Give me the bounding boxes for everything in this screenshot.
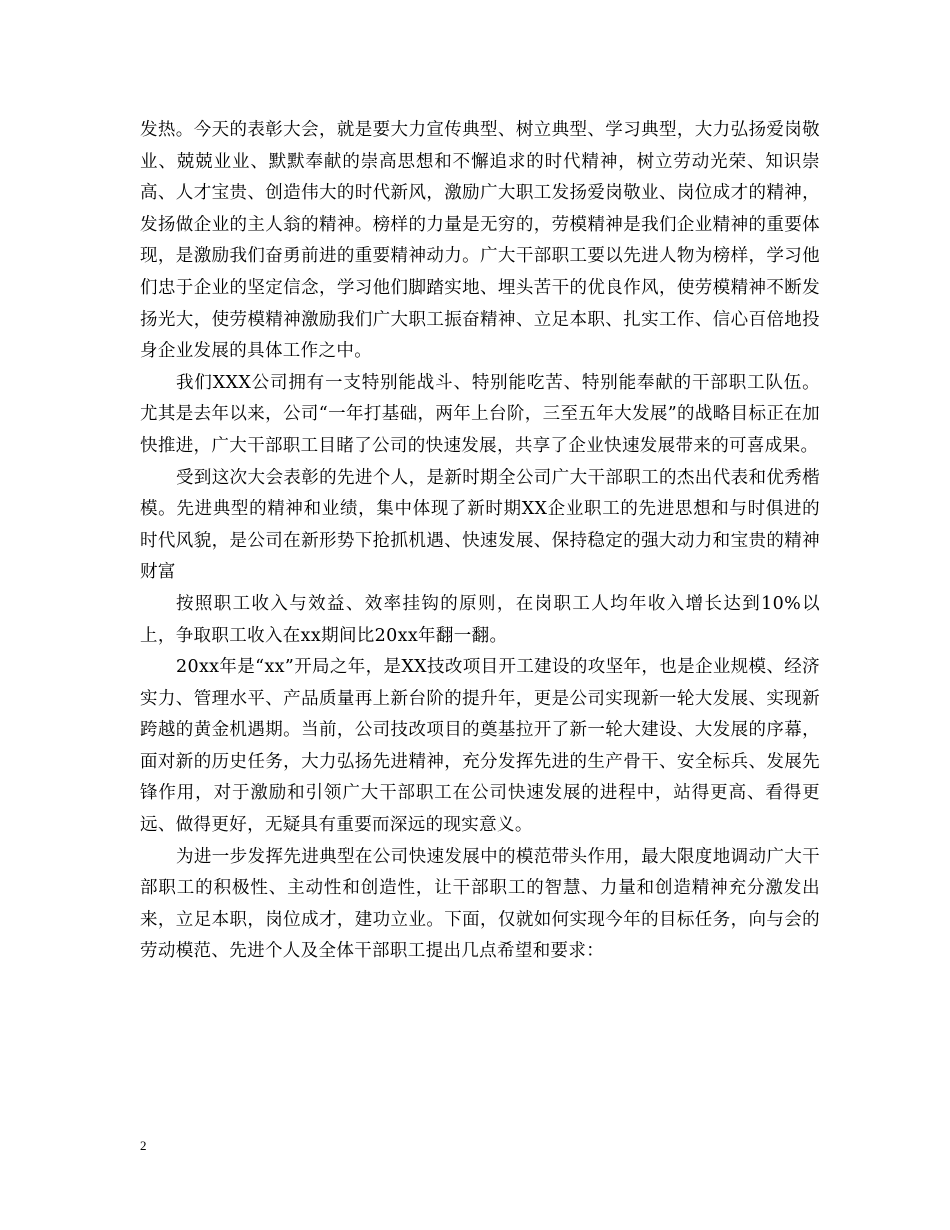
page-number: 2: [140, 1138, 147, 1153]
body-text: [140, 115, 820, 968]
paragraph-1: 发热。今天的表彰大会，就是要大力宣传典型、树立典型、学习典型，大力弘扬爱岗敬业、兢兢业业、默默奉献的崇高思想和不懈追求的时代精神，树立劳动光荣、知识崇高、人才宝贵、创造伟大的时代新风，激励广大职工发扬爱岗敬业、岗位成才的精神，发扬做企业的主人翁的精神。榜样的力量是无穷的，劳模精神是我们企业精神的重要体现，是激励我们奋勇前进的重要精神动力。广大干部职工要以先进人物为榜样，学习他们忠于企业的坚定信念，学习他们脚踏实地、埋头苦干的优良作风，使劳模精神不断发扬光大，使劳模精神激励我们广大职工振奋精神、立足本职、扎实工作、信心百倍地投身企业发展的具体工作之中。: [140, 120, 820, 362]
paragraph-3: 受到这次大会表彰的先进个人，是新时期全公司广大干部职工的杰出代表和优秀楷模。先进典型的精神和业绩，集中体现了新时期XX企业职工的先进思想和与时俱进的时代风貌，是公司在新形势下抢抓机遇、快速发展、保持稳定的强大动力和宝贵的精神财富: [140, 467, 820, 583]
paragraph-4: 按照职工收入与效益、效率挂钩的原则，在岗职工人均年收入增长达到10%以上，争取职工收入在xx期间比20xx年翻一翻。: [140, 593, 820, 646]
paragraph-2: 我们XXX公司拥有一支特别能战斗、特别能吃苦、特别能奉献的干部职工队伍。尤其是去年以来，公司“一年打基础，两年上台阶，三至五年大发展”的战略目标正在加快推进，广大干部职工目睹了公司的快速发展，共享了企业快速发展带来的可喜成果。: [140, 372, 820, 456]
paragraph-5: 20xx年是“xx”开局之年，是XX技改项目开工建设的攻坚年，也是企业规模、经济实力、管理水平、产品质量再上新台阶的提升年，更是公司实现新一轮大发展、实现新跨越的黄金机遇期。当前，公司技改项目的奠基拉开了新一轮大建设、大发展的序幕，面对新的历史任务，大力弘扬先进精神，充分发挥先进的生产骨干、安全标兵、发展先锋作用，对于激励和引领广大干部职工在公司快速发展的进程中，站得更高、看得更远、做得更好，无疑具有重要而深远的现实意义。: [140, 657, 820, 836]
paragraph-6: 为进一步发挥先进典型在公司快速发展中的模范带头作用，最大限度地调动广大干部职工的积极性、主动性和创造性，让干部职工的智慧、力量和创造精神充分激发出来，立足本职，岗位成才，建功立业。下面，仅就如何实现今年的目标任务，向与会的劳动模范、先进个人及全体干部职工提出几点希望和要求：: [140, 846, 820, 962]
